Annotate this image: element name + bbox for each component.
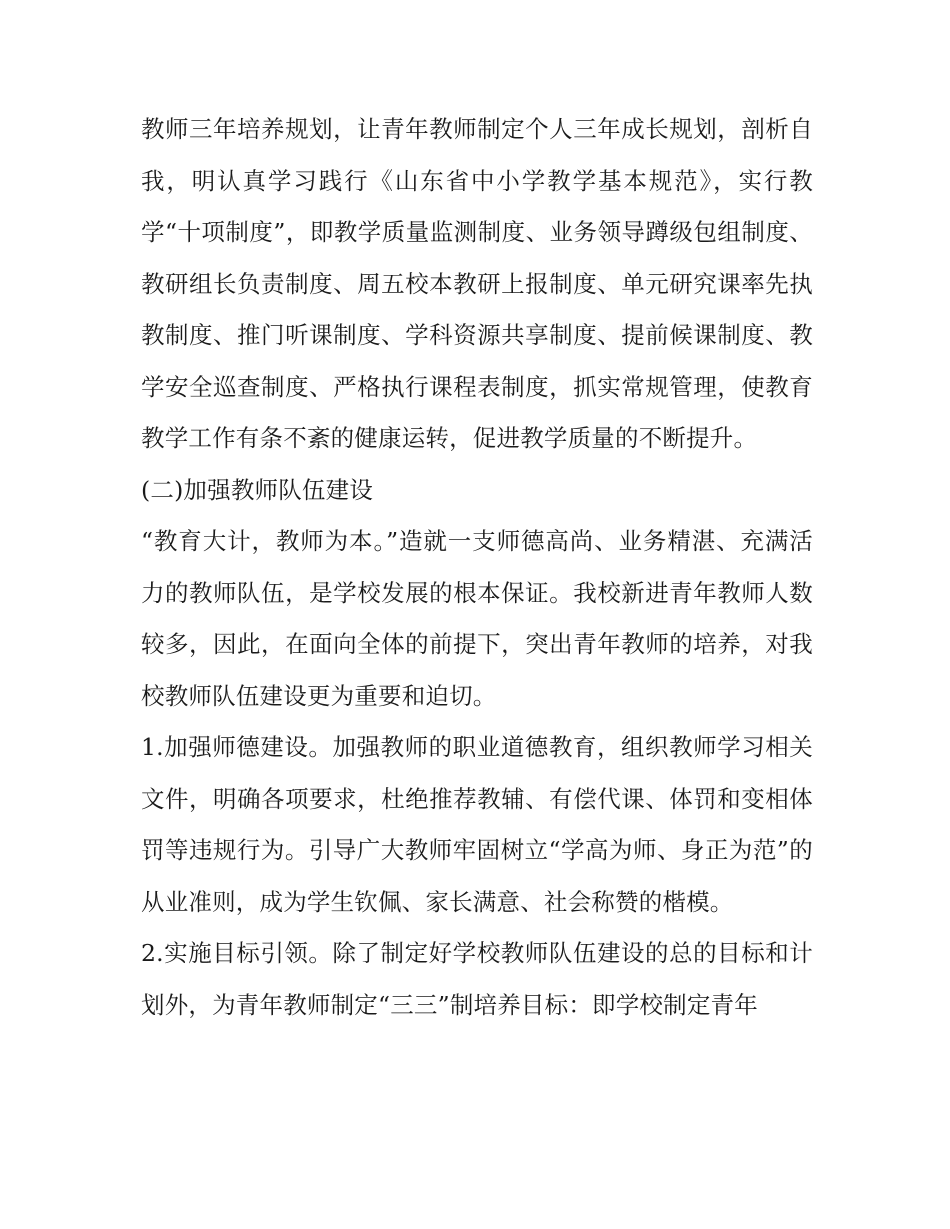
- document-page: [141, 104, 813, 1031]
- body-paragraph-teaching-system: 教师三年培养规划，让青年教师制定个人三年成长规划，剖析自我，明认真学习践行《山东省中小学教学基本规范》，实行教学“十项制度”，即教学质量监测制度、业务领导蹲级包组制度、教研组长负责制度、周五校本教研上报制度、单元研究课率先执教制度、推门听课制度、学科资源共享制度、提前候课制度、教学安全巡查制度、严格执行课程表制度，抓实常规管理，使教育教学工作有条不紊的健康运转，促进教学质量的不断提升。: [141, 115, 813, 452]
- section-heading-teacher-team: (二)加强教师队伍建设: [141, 475, 374, 504]
- body-paragraph-teacher-team-intro: “教育大计，教师为本。”造就一支师德高尚、业务精湛、充满活力的教师队伍，是学校发展的根本保证。我校新进青年教师人数较多，因此，在面向全体的前提下，突出青年教师的培养，对我校教师队伍建设更为重要和迫切。: [141, 527, 813, 710]
- body-paragraph-goals: 2.实施目标引领。除了制定好学校教师队伍建设的总的目标和计划外，为青年教师制定“三三”制培养目标：即学校制定青年: [141, 939, 813, 1019]
- body-paragraph-ethics: 1.加强师德建设。加强教师的职业道德教育，组织教师学习相关文件，明确各项要求，杜绝推荐教辅、有偿代课、体罚和变相体罚等违规行为。引导广大教师牢固树立“学高为师、身正为范”的从业准则，成为学生钦佩、家长满意、社会称赞的楷模。: [141, 733, 813, 916]
